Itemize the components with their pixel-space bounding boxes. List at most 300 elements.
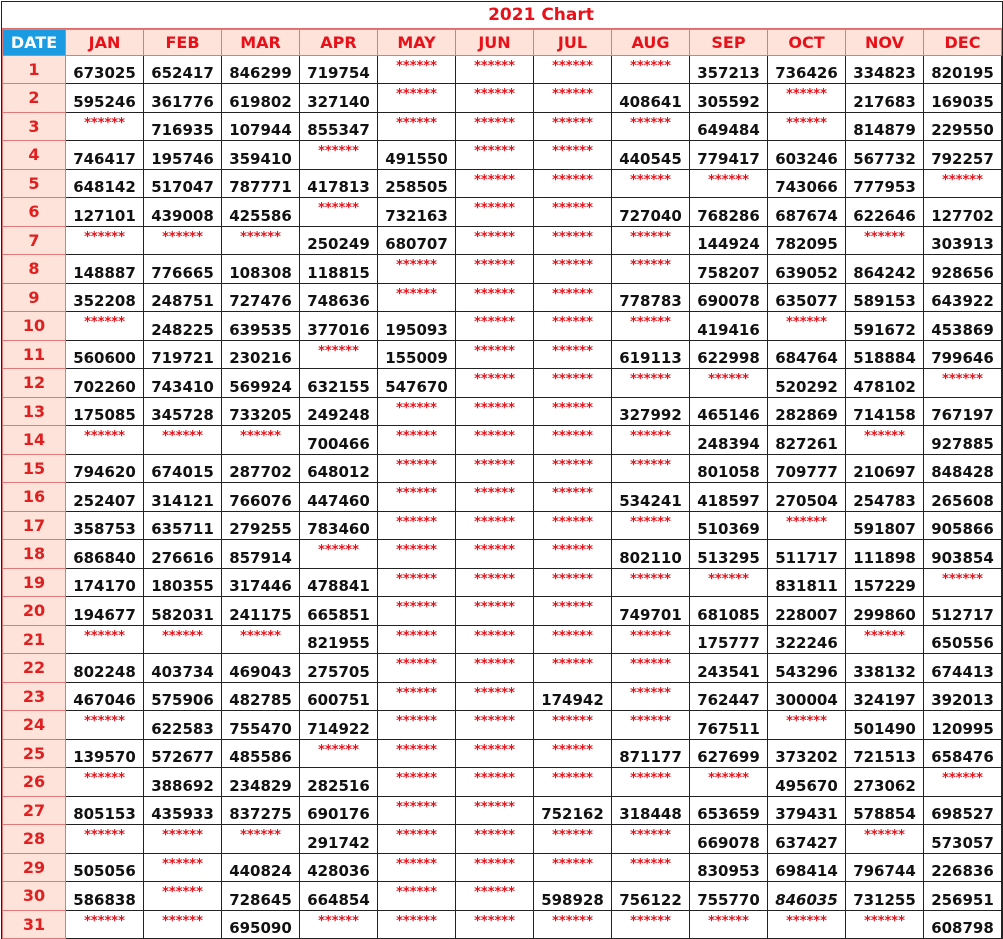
value-cell: 831811 bbox=[768, 568, 846, 597]
value-cell: 716935 bbox=[144, 112, 222, 141]
value-cell: 731255 bbox=[846, 882, 924, 911]
masked-cell: ****** bbox=[144, 426, 222, 455]
masked-cell: ****** bbox=[612, 768, 690, 797]
column-header-nov: NOV bbox=[846, 30, 924, 56]
value-cell: 107944 bbox=[222, 112, 300, 141]
value-cell: 230216 bbox=[222, 340, 300, 369]
value-cell: 467046 bbox=[66, 682, 144, 711]
value-cell: 586838 bbox=[66, 882, 144, 911]
value-cell: 848428 bbox=[924, 454, 1002, 483]
masked-cell: ****** bbox=[690, 369, 768, 398]
masked-cell: ****** bbox=[456, 84, 534, 113]
column-header-date: DATE bbox=[3, 30, 66, 56]
table-row bbox=[3, 853, 1002, 882]
masked-cell: ****** bbox=[768, 312, 846, 341]
value-cell: 318448 bbox=[612, 796, 690, 825]
value-cell: 755770 bbox=[690, 882, 768, 911]
value-cell: 379431 bbox=[768, 796, 846, 825]
header-row bbox=[3, 30, 1002, 56]
table-row bbox=[3, 369, 1002, 398]
table-row bbox=[3, 255, 1002, 284]
value-cell: 749701 bbox=[612, 597, 690, 626]
value-cell: 776665 bbox=[144, 255, 222, 284]
value-cell: 273062 bbox=[846, 768, 924, 797]
masked-cell: ****** bbox=[378, 511, 456, 540]
masked-cell: ****** bbox=[456, 397, 534, 426]
table-row bbox=[3, 483, 1002, 512]
masked-cell: ****** bbox=[144, 825, 222, 854]
value-cell: 465146 bbox=[690, 397, 768, 426]
table-row bbox=[3, 226, 1002, 255]
column-header-dec: DEC bbox=[924, 30, 1002, 56]
value-cell: 194677 bbox=[66, 597, 144, 626]
masked-cell: ****** bbox=[534, 55, 612, 84]
masked-cell: ****** bbox=[534, 340, 612, 369]
masked-cell: ****** bbox=[456, 112, 534, 141]
value-cell: 680707 bbox=[378, 226, 456, 255]
value-cell: 275705 bbox=[300, 654, 378, 683]
value-cell: 567732 bbox=[846, 141, 924, 170]
value-cell: 226836 bbox=[924, 853, 1002, 882]
masked-cell: ****** bbox=[612, 682, 690, 711]
value-cell: 478102 bbox=[846, 369, 924, 398]
masked-cell: ****** bbox=[612, 226, 690, 255]
value-cell: 801058 bbox=[690, 454, 768, 483]
masked-cell: ****** bbox=[378, 454, 456, 483]
value-cell: 698527 bbox=[924, 796, 1002, 825]
value-cell: 361776 bbox=[144, 84, 222, 113]
table-row bbox=[3, 55, 1002, 84]
date-cell: 8 bbox=[3, 255, 66, 284]
masked-cell: ****** bbox=[612, 910, 690, 939]
masked-cell: ****** bbox=[300, 198, 378, 227]
masked-cell: ****** bbox=[300, 910, 378, 939]
masked-cell: ****** bbox=[846, 625, 924, 654]
value-cell: 322246 bbox=[768, 625, 846, 654]
masked-cell: ****** bbox=[378, 84, 456, 113]
date-cell: 5 bbox=[3, 169, 66, 198]
masked-cell: ****** bbox=[456, 796, 534, 825]
value-cell: 248225 bbox=[144, 312, 222, 341]
value-cell: 837275 bbox=[222, 796, 300, 825]
masked-cell: ****** bbox=[222, 226, 300, 255]
masked-cell: ****** bbox=[768, 711, 846, 740]
date-cell: 3 bbox=[3, 112, 66, 141]
date-cell: 25 bbox=[3, 739, 66, 768]
masked-cell: ****** bbox=[534, 568, 612, 597]
table-row bbox=[3, 198, 1002, 227]
masked-cell: ****** bbox=[456, 768, 534, 797]
value-cell: 174942 bbox=[534, 682, 612, 711]
value-cell: 727476 bbox=[222, 283, 300, 312]
date-cell: 4 bbox=[3, 141, 66, 170]
masked-cell: ****** bbox=[456, 198, 534, 227]
masked-cell: ****** bbox=[846, 825, 924, 854]
masked-cell: ****** bbox=[534, 84, 612, 113]
value-cell: 258505 bbox=[378, 169, 456, 198]
value-cell: 144924 bbox=[690, 226, 768, 255]
table-row bbox=[3, 454, 1002, 483]
value-cell: 787771 bbox=[222, 169, 300, 198]
value-cell: 228007 bbox=[768, 597, 846, 626]
masked-cell: ****** bbox=[534, 597, 612, 626]
table-row bbox=[3, 511, 1002, 540]
value-cell: 743410 bbox=[144, 369, 222, 398]
masked-cell: ****** bbox=[456, 739, 534, 768]
date-cell: 28 bbox=[3, 825, 66, 854]
table-body bbox=[3, 55, 1002, 939]
value-cell: 324197 bbox=[846, 682, 924, 711]
value-cell: 512717 bbox=[924, 597, 1002, 626]
table-row bbox=[3, 654, 1002, 683]
masked-cell: ****** bbox=[534, 454, 612, 483]
masked-cell: ****** bbox=[378, 711, 456, 740]
value-cell: 440824 bbox=[222, 853, 300, 882]
masked-cell: ****** bbox=[612, 853, 690, 882]
value-cell: 139570 bbox=[66, 739, 144, 768]
value-cell: 256951 bbox=[924, 882, 1002, 911]
masked-cell: ****** bbox=[534, 312, 612, 341]
value-cell: 736426 bbox=[768, 55, 846, 84]
table-row bbox=[3, 882, 1002, 911]
masked-cell: ****** bbox=[222, 426, 300, 455]
masked-cell: ****** bbox=[534, 910, 612, 939]
value-cell: 778783 bbox=[612, 283, 690, 312]
value-cell: 690078 bbox=[690, 283, 768, 312]
date-cell: 29 bbox=[3, 853, 66, 882]
value-cell: 388692 bbox=[144, 768, 222, 797]
masked-cell: ****** bbox=[768, 910, 846, 939]
value-cell: 403734 bbox=[144, 654, 222, 683]
value-cell: 674015 bbox=[144, 454, 222, 483]
value-cell: 248751 bbox=[144, 283, 222, 312]
value-cell: 560600 bbox=[66, 340, 144, 369]
masked-cell: ****** bbox=[612, 169, 690, 198]
value-cell: 155009 bbox=[378, 340, 456, 369]
value-cell: 573057 bbox=[924, 825, 1002, 854]
value-cell: 767197 bbox=[924, 397, 1002, 426]
value-cell: 732163 bbox=[378, 198, 456, 227]
masked-cell: ****** bbox=[456, 55, 534, 84]
value-cell: 600751 bbox=[300, 682, 378, 711]
masked-cell: ****** bbox=[378, 540, 456, 569]
masked-cell: ****** bbox=[66, 312, 144, 341]
date-cell: 30 bbox=[3, 882, 66, 911]
masked-cell: ****** bbox=[534, 654, 612, 683]
column-header-apr: APR bbox=[300, 30, 378, 56]
value-cell: 649484 bbox=[690, 112, 768, 141]
value-cell: 210697 bbox=[846, 454, 924, 483]
value-cell: 871177 bbox=[612, 739, 690, 768]
value-cell: 619802 bbox=[222, 84, 300, 113]
table-row bbox=[3, 426, 1002, 455]
value-cell: 327140 bbox=[300, 84, 378, 113]
value-cell: 435933 bbox=[144, 796, 222, 825]
masked-cell: ****** bbox=[378, 768, 456, 797]
date-cell: 21 bbox=[3, 625, 66, 654]
value-cell: 627699 bbox=[690, 739, 768, 768]
column-header-feb: FEB bbox=[144, 30, 222, 56]
masked-cell: ****** bbox=[534, 283, 612, 312]
value-cell: 905866 bbox=[924, 511, 1002, 540]
masked-cell: ****** bbox=[534, 768, 612, 797]
date-cell: 7 bbox=[3, 226, 66, 255]
value-cell: 482785 bbox=[222, 682, 300, 711]
masked-cell: ****** bbox=[534, 397, 612, 426]
value-cell: 794620 bbox=[66, 454, 144, 483]
value-cell: 733205 bbox=[222, 397, 300, 426]
masked-cell: ****** bbox=[612, 511, 690, 540]
masked-cell: ****** bbox=[378, 739, 456, 768]
value-cell: 669078 bbox=[690, 825, 768, 854]
date-cell: 22 bbox=[3, 654, 66, 683]
table-row bbox=[3, 283, 1002, 312]
value-cell: 658476 bbox=[924, 739, 1002, 768]
masked-cell: ****** bbox=[456, 882, 534, 911]
value-cell: 534241 bbox=[612, 483, 690, 512]
value-cell: 681085 bbox=[690, 597, 768, 626]
value-cell: 855347 bbox=[300, 112, 378, 141]
value-cell: 582031 bbox=[144, 597, 222, 626]
masked-cell: ****** bbox=[456, 625, 534, 654]
masked-cell: ****** bbox=[456, 483, 534, 512]
value-cell: 303913 bbox=[924, 226, 1002, 255]
value-cell: 469043 bbox=[222, 654, 300, 683]
date-cell: 10 bbox=[3, 312, 66, 341]
date-cell: 13 bbox=[3, 397, 66, 426]
value-cell: 510369 bbox=[690, 511, 768, 540]
masked-cell: ****** bbox=[378, 255, 456, 284]
masked-cell: ****** bbox=[66, 768, 144, 797]
value-cell: 746417 bbox=[66, 141, 144, 170]
value-cell: 180355 bbox=[144, 568, 222, 597]
value-cell: 653659 bbox=[690, 796, 768, 825]
value-cell: 632155 bbox=[300, 369, 378, 398]
value-cell: 903854 bbox=[924, 540, 1002, 569]
value-cell: 748636 bbox=[300, 283, 378, 312]
value-cell: 719721 bbox=[144, 340, 222, 369]
value-cell: 491550 bbox=[378, 141, 456, 170]
value-cell: 279255 bbox=[222, 511, 300, 540]
masked-cell: ****** bbox=[456, 910, 534, 939]
value-cell: 148887 bbox=[66, 255, 144, 284]
masked-cell: ****** bbox=[534, 141, 612, 170]
masked-cell: ****** bbox=[534, 625, 612, 654]
masked-cell: ****** bbox=[378, 597, 456, 626]
value-cell: 846299 bbox=[222, 55, 300, 84]
masked-cell: ****** bbox=[456, 426, 534, 455]
date-cell: 24 bbox=[3, 711, 66, 740]
value-cell: 603246 bbox=[768, 141, 846, 170]
masked-cell: ****** bbox=[456, 169, 534, 198]
date-cell: 15 bbox=[3, 454, 66, 483]
column-header-oct: OCT bbox=[768, 30, 846, 56]
masked-cell: ****** bbox=[612, 568, 690, 597]
masked-cell: ****** bbox=[846, 426, 924, 455]
table-row bbox=[3, 84, 1002, 113]
value-cell: 595246 bbox=[66, 84, 144, 113]
masked-cell: ****** bbox=[66, 910, 144, 939]
value-cell: 439008 bbox=[144, 198, 222, 227]
date-cell: 18 bbox=[3, 540, 66, 569]
value-cell: 690176 bbox=[300, 796, 378, 825]
masked-cell: ****** bbox=[66, 825, 144, 854]
value-cell: 684764 bbox=[768, 340, 846, 369]
masked-cell: ****** bbox=[300, 141, 378, 170]
masked-cell: ****** bbox=[612, 625, 690, 654]
value-cell: 830953 bbox=[690, 853, 768, 882]
masked-cell: ****** bbox=[456, 226, 534, 255]
masked-cell: ****** bbox=[378, 625, 456, 654]
masked-cell: ****** bbox=[534, 198, 612, 227]
value-cell: 169035 bbox=[924, 84, 1002, 113]
masked-cell: ****** bbox=[924, 768, 1002, 797]
value-cell: 195746 bbox=[144, 141, 222, 170]
masked-cell: ****** bbox=[378, 55, 456, 84]
masked-cell: ****** bbox=[66, 226, 144, 255]
masked-cell: ****** bbox=[144, 882, 222, 911]
value-cell: 622583 bbox=[144, 711, 222, 740]
value-cell: 547670 bbox=[378, 369, 456, 398]
value-cell: 578854 bbox=[846, 796, 924, 825]
value-cell: 766076 bbox=[222, 483, 300, 512]
value-cell: 927885 bbox=[924, 426, 1002, 455]
value-cell: 250249 bbox=[300, 226, 378, 255]
masked-cell: ****** bbox=[300, 739, 378, 768]
value-cell: 127101 bbox=[66, 198, 144, 227]
masked-cell: ****** bbox=[612, 454, 690, 483]
column-header-mar: MAR bbox=[222, 30, 300, 56]
value-cell: 243541 bbox=[690, 654, 768, 683]
table-row bbox=[3, 739, 1002, 768]
value-cell: 820195 bbox=[924, 55, 1002, 84]
value-cell: 619113 bbox=[612, 340, 690, 369]
value-cell: 511717 bbox=[768, 540, 846, 569]
value-cell: 752162 bbox=[534, 796, 612, 825]
value-cell: 665851 bbox=[300, 597, 378, 626]
masked-cell: ****** bbox=[378, 397, 456, 426]
table-row bbox=[3, 397, 1002, 426]
masked-cell: ****** bbox=[612, 711, 690, 740]
value-cell: 358753 bbox=[66, 511, 144, 540]
value-cell: 698414 bbox=[768, 853, 846, 882]
masked-cell: ****** bbox=[378, 825, 456, 854]
column-header-sep: SEP bbox=[690, 30, 768, 56]
date-cell: 9 bbox=[3, 283, 66, 312]
value-cell: 299860 bbox=[846, 597, 924, 626]
column-header-jun: JUN bbox=[456, 30, 534, 56]
value-cell: 589153 bbox=[846, 283, 924, 312]
value-cell: 314121 bbox=[144, 483, 222, 512]
value-cell: 799646 bbox=[924, 340, 1002, 369]
value-cell: 357213 bbox=[690, 55, 768, 84]
value-cell: 276616 bbox=[144, 540, 222, 569]
masked-cell: ****** bbox=[300, 340, 378, 369]
masked-cell: ****** bbox=[378, 682, 456, 711]
value-cell: 317446 bbox=[222, 568, 300, 597]
date-cell: 1 bbox=[3, 55, 66, 84]
value-cell: 291742 bbox=[300, 825, 378, 854]
value-cell: 796744 bbox=[846, 853, 924, 882]
masked-cell: ****** bbox=[846, 226, 924, 255]
value-cell: 637427 bbox=[768, 825, 846, 854]
masked-cell: ****** bbox=[144, 226, 222, 255]
masked-cell: ****** bbox=[534, 739, 612, 768]
value-cell: 783460 bbox=[300, 511, 378, 540]
masked-cell: ****** bbox=[534, 255, 612, 284]
value-cell: 175777 bbox=[690, 625, 768, 654]
value-cell: 575906 bbox=[144, 682, 222, 711]
value-cell: 864242 bbox=[846, 255, 924, 284]
value-cell: 635077 bbox=[768, 283, 846, 312]
masked-cell: ****** bbox=[612, 112, 690, 141]
column-header-may: MAY bbox=[378, 30, 456, 56]
value-cell: 282516 bbox=[300, 768, 378, 797]
value-cell: 674413 bbox=[924, 654, 1002, 683]
value-cell: 377016 bbox=[300, 312, 378, 341]
masked-cell: ****** bbox=[612, 369, 690, 398]
table-row bbox=[3, 340, 1002, 369]
date-cell: 23 bbox=[3, 682, 66, 711]
value-cell: 418597 bbox=[690, 483, 768, 512]
masked-cell: ****** bbox=[378, 112, 456, 141]
masked-cell: ****** bbox=[456, 141, 534, 170]
value-cell: 686840 bbox=[66, 540, 144, 569]
value-cell: 447460 bbox=[300, 483, 378, 512]
table-row bbox=[3, 597, 1002, 626]
value-cell: 359410 bbox=[222, 141, 300, 170]
value-cell: 639535 bbox=[222, 312, 300, 341]
value-cell: 345728 bbox=[144, 397, 222, 426]
masked-cell: ****** bbox=[378, 910, 456, 939]
table-row bbox=[3, 141, 1002, 170]
value-cell: 505056 bbox=[66, 853, 144, 882]
value-cell: 175085 bbox=[66, 397, 144, 426]
masked-cell: ****** bbox=[66, 112, 144, 141]
value-cell: 762447 bbox=[690, 682, 768, 711]
masked-cell: ****** bbox=[690, 568, 768, 597]
value-cell: 118815 bbox=[300, 255, 378, 284]
value-cell: 695090 bbox=[222, 910, 300, 939]
value-cell: 622646 bbox=[846, 198, 924, 227]
table-row bbox=[3, 910, 1002, 939]
table-row bbox=[3, 711, 1002, 740]
masked-cell: ****** bbox=[456, 853, 534, 882]
masked-cell: ****** bbox=[456, 340, 534, 369]
masked-cell: ****** bbox=[456, 711, 534, 740]
table-row bbox=[3, 312, 1002, 341]
value-cell: 664854 bbox=[300, 882, 378, 911]
value-cell: 702260 bbox=[66, 369, 144, 398]
value-cell: 755470 bbox=[222, 711, 300, 740]
value-cell: 728645 bbox=[222, 882, 300, 911]
masked-cell: ****** bbox=[534, 112, 612, 141]
masked-cell: ****** bbox=[456, 825, 534, 854]
value-cell: 608798 bbox=[924, 910, 1002, 939]
date-cell: 12 bbox=[3, 369, 66, 398]
value-cell: 249248 bbox=[300, 397, 378, 426]
value-cell: 305592 bbox=[690, 84, 768, 113]
value-cell: 392013 bbox=[924, 682, 1002, 711]
value-cell: 673025 bbox=[66, 55, 144, 84]
value-cell: 513295 bbox=[690, 540, 768, 569]
masked-cell: ****** bbox=[378, 483, 456, 512]
masked-cell: ****** bbox=[612, 312, 690, 341]
date-cell: 11 bbox=[3, 340, 66, 369]
value-cell: 827261 bbox=[768, 426, 846, 455]
value-cell: 622998 bbox=[690, 340, 768, 369]
value-cell: 252407 bbox=[66, 483, 144, 512]
